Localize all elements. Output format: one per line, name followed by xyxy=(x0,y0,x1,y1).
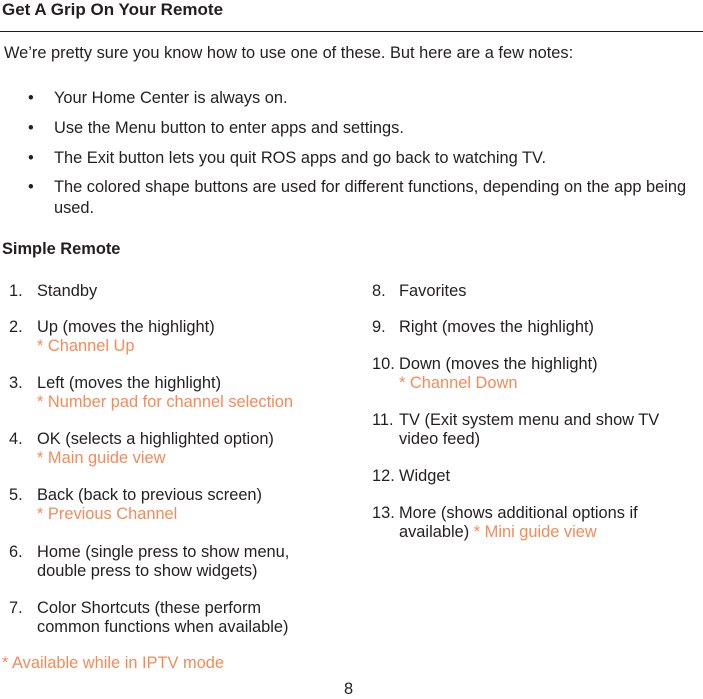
item-number: 11. xyxy=(372,411,394,429)
item-number: 13. xyxy=(372,504,395,522)
item-number: 10. xyxy=(372,355,395,373)
item-label: Back (back to previous screen) xyxy=(37,486,263,504)
note-text: The Exit button lets you quit ROS apps and go back to watching TV. xyxy=(54,149,547,167)
bullet-icon: • xyxy=(28,149,34,167)
item-number: 2. xyxy=(9,318,23,336)
item-label: Color Shortcuts (these perform xyxy=(37,599,262,617)
page-title: Get A Grip On Your Remote xyxy=(2,0,224,19)
bullet-icon: • xyxy=(28,178,34,196)
item-label-continued: common functions when available) xyxy=(37,618,289,636)
intro-text: We’re pretty sure you know how to use one of these. But here are a few notes: xyxy=(4,44,574,62)
item-label-continued xyxy=(399,523,597,542)
item-label: Favorites xyxy=(399,282,467,300)
item-label: TV (Exit system menu and show TV xyxy=(399,411,660,429)
iptv-note: * Channel Up xyxy=(37,337,135,355)
item-label: OK (selects a highlighted option) xyxy=(37,430,274,448)
item-label: More (shows additional options if xyxy=(399,504,638,522)
title-divider xyxy=(0,31,703,32)
item-label: Down (moves the highlight) xyxy=(399,355,598,373)
item-label: Up (moves the highlight) xyxy=(37,318,215,336)
iptv-note: * Previous Channel xyxy=(37,505,178,523)
iptv-note: * Channel Down xyxy=(399,374,518,392)
section-title: Simple Remote xyxy=(2,240,121,258)
item-label: Home (single press to show menu, xyxy=(37,543,290,561)
item-number: 12. xyxy=(372,467,395,485)
item-number: 6. xyxy=(9,543,23,561)
iptv-note: * Mini guide view xyxy=(473,523,597,541)
item-number: 5. xyxy=(9,486,23,504)
item-number: 4. xyxy=(9,430,23,448)
page-number: 8 xyxy=(344,680,354,698)
item-number: 7. xyxy=(9,599,23,617)
item-number: 8. xyxy=(372,282,386,300)
item-label: Standby xyxy=(37,282,98,300)
item-number: 3. xyxy=(9,374,23,392)
bullet-icon: • xyxy=(28,89,34,107)
footnote: * Available while in IPTV mode xyxy=(2,654,225,672)
note-text: Your Home Center is always on. xyxy=(54,89,288,107)
item-label: Widget xyxy=(399,467,451,485)
item-label-continued: double press to show widgets) xyxy=(37,562,258,580)
note-text: The colored shape buttons are used for different functions, depending on the app being used. xyxy=(54,178,687,217)
item-number: 1. xyxy=(9,282,23,300)
bullet-icon: • xyxy=(28,119,34,137)
item-label-tail: available) xyxy=(399,523,470,541)
item-label: Right (moves the highlight) xyxy=(399,318,594,336)
item-label: Left (moves the highlight) xyxy=(37,374,222,392)
item-label-continued: video feed) xyxy=(399,430,481,448)
iptv-note: * Number pad for channel selection xyxy=(37,393,294,411)
note-text: Use the Menu button to enter apps and settings. xyxy=(54,119,404,137)
item-number: 9. xyxy=(372,318,386,336)
iptv-note: * Main guide view xyxy=(37,449,166,467)
